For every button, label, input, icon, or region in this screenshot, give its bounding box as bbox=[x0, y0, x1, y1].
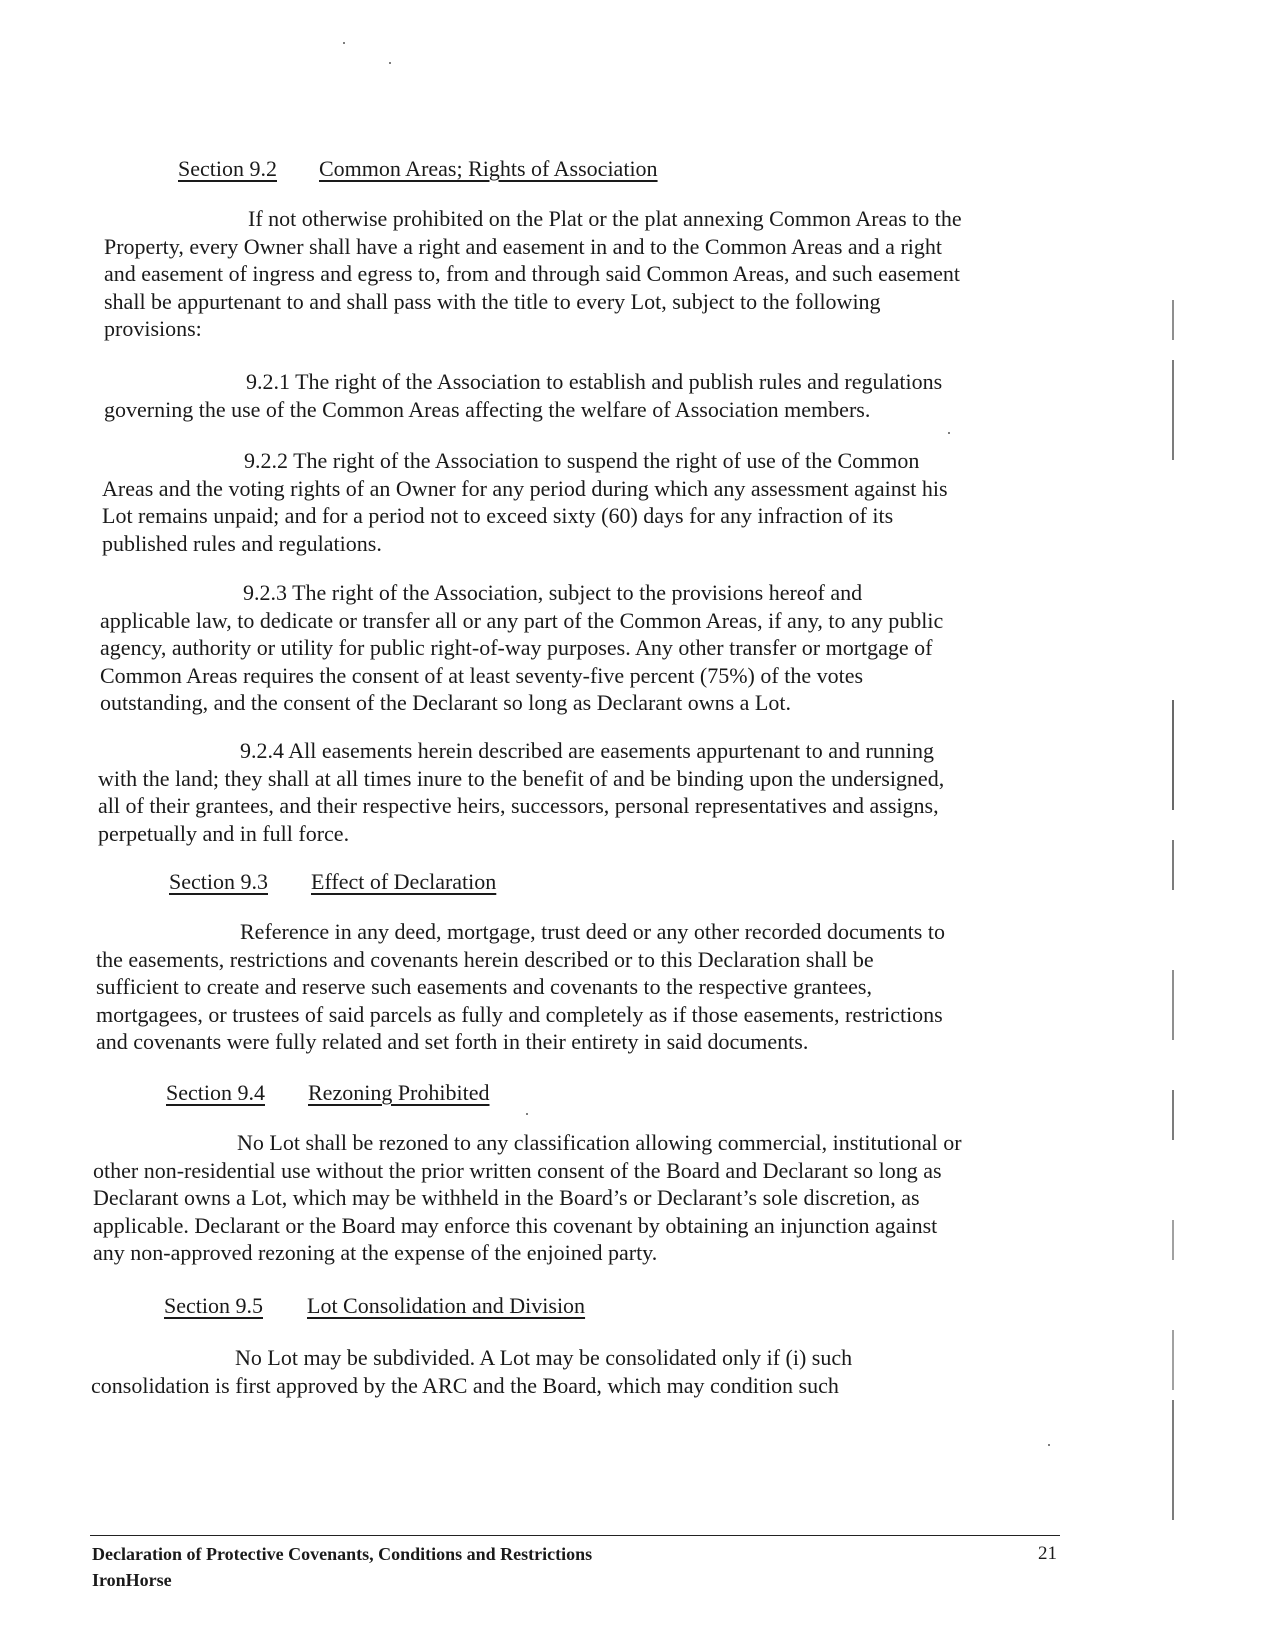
scan-speck bbox=[1048, 1444, 1050, 1446]
paragraph-line: the easements, restrictions and covenants herein described or to this Declaration shall be bbox=[96, 946, 874, 972]
paragraph-line: outstanding, and the consent of the Declarant so long as Declarant owns a Lot. bbox=[100, 690, 791, 715]
section-number: Section 9.5 bbox=[164, 1293, 263, 1318]
section-title: Effect of Declaration bbox=[311, 869, 497, 894]
section-9-2-intro bbox=[104, 205, 962, 343]
paragraph-line: consolidation is first approved by the ARC and the Board, which may condition such bbox=[91, 1372, 839, 1398]
subsection-9-2-4 bbox=[98, 737, 944, 847]
scan-artifact-line bbox=[1172, 1090, 1174, 1140]
scan-speck bbox=[948, 432, 950, 434]
paragraph-line: with the land; they shall at all times inure to the benefit of and be binding upon the undersigned, bbox=[98, 765, 945, 791]
section-9-5-body bbox=[91, 1344, 852, 1399]
section-title: Common Areas; Rights of Association bbox=[319, 156, 658, 181]
scan-artifact-line bbox=[1172, 360, 1174, 460]
paragraph-line: shall be appurtenant to and shall pass with the title to every Lot, subject to the following bbox=[104, 288, 881, 314]
paragraph-line: Declarant owns a Lot, which may be withheld in the Board’s or Declarant’s sole discretion, as bbox=[93, 1185, 920, 1210]
paragraph-line: and covenants were fully related and set forth in their entirety in said documents. bbox=[96, 1029, 809, 1054]
section-number: Section 9.2 bbox=[178, 156, 277, 181]
paragraph-line: other non-residential use without the prior written consent of the Board and Declarant so long as bbox=[93, 1157, 942, 1183]
paragraph-line: Areas and the voting rights of an Owner for any period during which any assessment against his bbox=[102, 475, 948, 501]
footer-rule bbox=[90, 1535, 1060, 1536]
paragraph-line: published rules and regulations. bbox=[102, 530, 382, 556]
scan-artifact-line bbox=[1172, 1220, 1174, 1260]
paragraph-line: 9.2.3 The right of the Association, subject to the provisions hereof and bbox=[243, 580, 863, 605]
scan-artifact-line bbox=[1172, 700, 1174, 810]
paragraph-line: 9.2.2 The right of the Association to suspend the right of use of the Common bbox=[244, 448, 920, 473]
subsection-9-2-3 bbox=[100, 579, 943, 717]
scan-speck bbox=[389, 62, 391, 64]
footer-title: Declaration of Protective Covenants, Conditions and Restrictions bbox=[92, 1544, 593, 1564]
paragraph-line: applicable law, to dedicate or transfer all or any part of the Common Areas, if any, to any public bbox=[100, 607, 944, 633]
paragraph-line: all of their grantees, and their respective heirs, successors, personal representatives and assigns, bbox=[98, 793, 939, 818]
scan-artifact-line bbox=[1172, 300, 1174, 340]
paragraph-line: Property, every Owner shall have a right and easement in and to the Common Areas and a right bbox=[104, 233, 942, 259]
paragraph-line: Common Areas requires the consent of at least seventy-five percent (75%) of the votes bbox=[100, 662, 864, 688]
paragraph-line: agency, authority or utility for public right-of-way purposes. Any other transfer or mortgage of bbox=[100, 635, 933, 660]
paragraph-line: applicable. Declarant or the Board may enforce this covenant by obtaining an injunction against bbox=[93, 1212, 938, 1238]
scan-speck bbox=[526, 1113, 528, 1115]
section-number: Section 9.4 bbox=[166, 1080, 265, 1105]
page-number: 21 bbox=[1038, 1543, 1057, 1564]
footer-subtitle: IronHorse bbox=[92, 1570, 172, 1590]
scan-artifact-line bbox=[1172, 970, 1174, 1040]
paragraph-line: No Lot shall be rezoned to any classification allowing commercial, institutional or bbox=[237, 1130, 962, 1155]
subsection-9-2-1 bbox=[104, 368, 942, 423]
paragraph-line: and easement of ingress and egress to, from and through said Common Areas, and such easement bbox=[104, 261, 960, 286]
paragraph-line: perpetually and in full force. bbox=[98, 820, 350, 846]
paragraph-line: provisions: bbox=[104, 316, 202, 341]
section-9-4-body bbox=[93, 1129, 962, 1267]
paragraph-line: Reference in any deed, mortgage, trust deed or any other recorded documents to bbox=[240, 919, 945, 944]
paragraph-line: 9.2.4 All easements herein described are easements appurtenant to and running bbox=[240, 738, 934, 763]
subsection-9-2-2 bbox=[102, 447, 948, 557]
scan-artifact-line bbox=[1172, 1400, 1174, 1520]
scan-artifact-line bbox=[1172, 1330, 1174, 1390]
paragraph-line: Lot remains unpaid; and for a period not to exceed sixty (60) days for any infraction of its bbox=[102, 503, 894, 528]
paragraph-line: governing the use of the Common Areas affecting the welfare of Association members. bbox=[104, 396, 871, 422]
scan-speck bbox=[343, 42, 345, 44]
scan-artifact-line bbox=[1172, 840, 1174, 890]
paragraph-line: sufficient to create and reserve such easements and covenants to the respective grantees, bbox=[96, 974, 872, 999]
paragraph-line: If not otherwise prohibited on the Plat or the plat annexing Common Areas to the bbox=[248, 206, 962, 231]
paragraph-line: any non-approved rezoning at the expense of the enjoined party. bbox=[93, 1240, 658, 1265]
section-title: Rezoning Prohibited bbox=[308, 1080, 490, 1105]
section-number: Section 9.3 bbox=[169, 869, 268, 894]
section-title: Lot Consolidation and Division bbox=[307, 1293, 586, 1318]
paragraph-line: No Lot may be subdivided. A Lot may be consolidated only if (i) such bbox=[235, 1345, 853, 1370]
section-9-3-body bbox=[96, 918, 945, 1056]
paragraph-line: 9.2.1 The right of the Association to establish and publish rules and regulations bbox=[246, 369, 943, 394]
paragraph-line: mortgagees, or trustees of said parcels as fully and completely as if those easements, restrictions bbox=[96, 1001, 943, 1027]
